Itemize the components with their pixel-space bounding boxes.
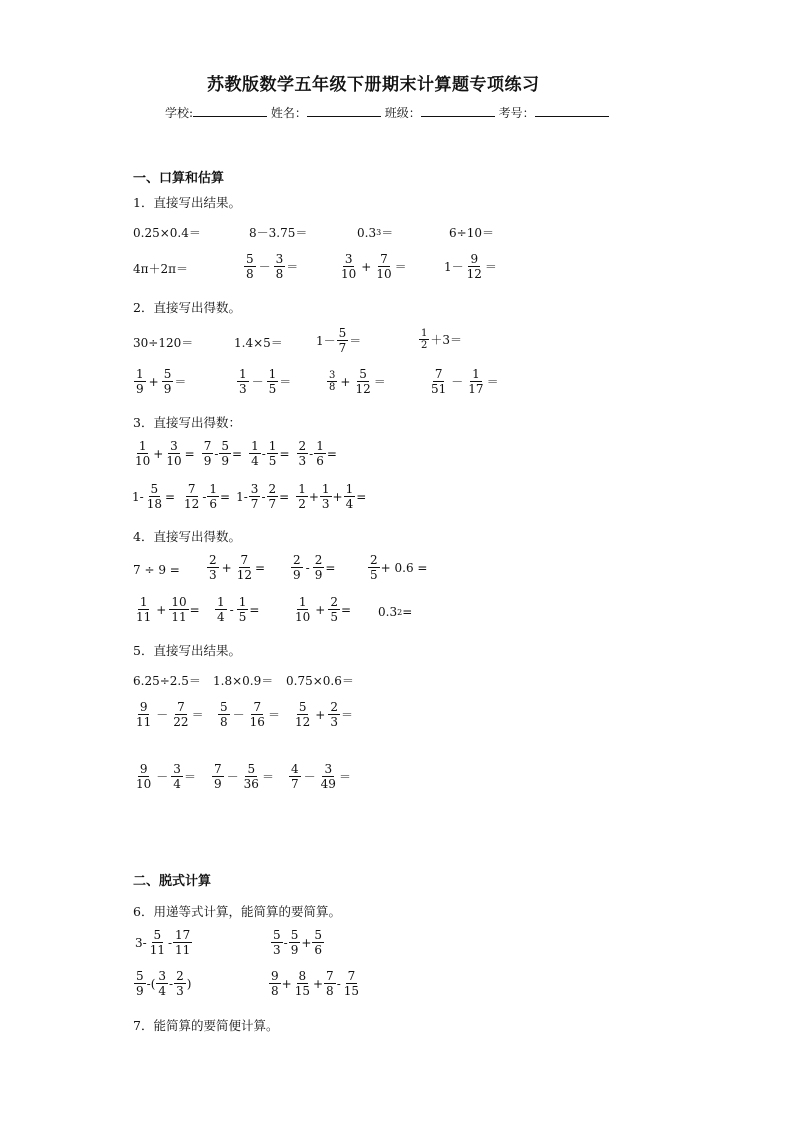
q1-expr-c: 0.3 3 ＝	[357, 225, 394, 240]
q1-expr-e: 4π＋2π＝	[133, 262, 189, 276]
question-6: 6．用递等式计算，能简算的要简算。	[133, 904, 341, 919]
question-7: 7．能简算的要简便计算。	[133, 1018, 279, 1033]
q5-expr-h: $\frac{7}{9}$ － $\frac{5}{36}$ ＝	[214, 762, 274, 791]
q2-expr-c: 1－ $\frac{5}{7}$ ＝	[316, 326, 362, 355]
q1-expr-h: 1－ $\frac{9}{12}$ ＝	[444, 252, 497, 281]
class-label: 班级：	[384, 106, 421, 120]
q5-expr-g: $\frac{9}{10}$ － $\frac{3}{4}$ ＝	[136, 762, 196, 791]
q4-expr-a: 7 ÷ 9 =	[133, 563, 180, 577]
q1-expr-f: $\frac{5}{8}$ － $\frac{3}{8}$ ＝	[246, 252, 299, 281]
q4-expr-d: $\frac{2}{5}$ + 0.6 =	[370, 553, 428, 582]
q3-row-1: $\frac{1}{10}$ + $\frac{3}{10}$ = $\frac{7}{9}$ - $\frac{5}{9}$ = $\frac{1}{4}$ - $\frac{1}{5}$ = $\frac{2}{3}$ - $\frac{1}{6}$ =	[135, 439, 337, 468]
q2-expr-f: $\frac{1}{3}$ － $\frac{1}{5}$ ＝	[239, 367, 292, 396]
q4-expr-b: $\frac{2}{3}$ + $\frac{7}{12}$ =	[209, 553, 266, 582]
section-2-title: 二、脱式计算	[133, 874, 212, 889]
q5-expr-f: $\frac{5}{12}$ + $\frac{2}{3}$ ＝	[295, 700, 353, 729]
section-1-title: 一、口算和估算	[133, 171, 225, 186]
q5-expr-a: 6.25÷2.5＝	[133, 674, 201, 688]
q6-expr-c: $\frac{5}{9}$ - ( $\frac{3}{4}$ - $\frac{2}{3}$ )	[136, 969, 192, 998]
q4-expr-h: 0.3 2 =	[378, 605, 413, 619]
q4-expr-c: $\frac{2}{9}$ - $\frac{2}{9}$ =	[293, 553, 336, 582]
page-title: 苏教版数学五年级下册期末计算题专项练习	[207, 75, 540, 95]
q4-expr-g: $\frac{1}{10}$ + $\frac{2}{5}$ =	[295, 595, 352, 624]
q5-expr-e: $\frac{5}{8}$ － $\frac{7}{16}$ ＝	[220, 700, 280, 729]
question-3: 3．直接写出得数：	[133, 415, 241, 430]
q1-expr-d: 6÷10＝	[449, 226, 494, 240]
q2-expr-e: $\frac{1}{9}$ + $\frac{5}{9}$ ＝	[136, 367, 187, 396]
question-4: 4．直接写出得数。	[133, 529, 241, 544]
school-label: 学校:	[165, 106, 194, 120]
q2-expr-b: 1.4×5＝	[234, 336, 283, 350]
q6-expr-b: $\frac{5}{3}$ - $\frac{5}{9}$ + $\frac{5}{6}$	[273, 928, 323, 957]
school-blank[interactable]	[193, 104, 267, 117]
q5-expr-b: 1.8×0.9＝	[213, 674, 274, 688]
q5-expr-i: $\frac{4}{7}$ － $\frac{3}{49}$ ＝	[291, 762, 351, 791]
q6-expr-d: $\frac{9}{8}$ + $\frac{8}{15}$ + $\frac{7}{8}$ - $\frac{7}{15}$	[271, 969, 360, 998]
student-info-line	[165, 104, 609, 121]
question-2: 2．直接写出得数。	[133, 300, 241, 315]
question-1: 1．直接写出结果。	[133, 195, 241, 210]
q6-expr-a: 3 - $\frac{5}{11}$ - $\frac{17}{11}$	[135, 928, 191, 957]
q1-expr-g: $\frac{3}{10}$ + $\frac{7}{10}$ ＝	[341, 252, 407, 281]
q1-expr-b: 8－3.75＝	[249, 226, 308, 240]
name-label: 姓名：	[270, 106, 307, 120]
name-blank[interactable]	[307, 104, 381, 117]
q5-expr-c: 0.75×0.6＝	[286, 674, 354, 688]
q1-expr-a: 0.25×0.4＝	[133, 226, 201, 240]
q5-expr-d: $\frac{9}{11}$ － $\frac{7}{22}$ ＝	[136, 700, 204, 729]
q4-expr-f: $\frac{1}{4}$ - $\frac{1}{5}$ =	[217, 595, 260, 624]
exam-no-label: 考号：	[498, 106, 535, 120]
q2-expr-h: $\frac{7}{51}$ － $\frac{1}{17}$ ＝	[431, 367, 499, 396]
q3-row-2: 1- $\frac{5}{18}$ = $\frac{7}{12}$ - $\frac{1}{6}$ = 1- $\frac{3}{7}$ - $\frac{2}{7}$ = $\frac{1}{2}$ + $\frac{1}{3}$ + $\frac{1}{4}$ =	[132, 482, 367, 511]
exam-no-blank[interactable]	[535, 104, 609, 117]
q2-expr-g: $\frac{3}{8}$ + $\frac{5}{12}$ ＝	[329, 367, 386, 396]
class-blank[interactable]	[421, 104, 495, 117]
q4-expr-e: $\frac{1}{11}$ + $\frac{10}{11}$ =	[136, 595, 200, 624]
q2-expr-d: $\frac{1}{2}$ ＋3＝	[421, 328, 463, 351]
question-5: 5．直接写出结果。	[133, 643, 241, 658]
q2-expr-a: 30÷120＝	[133, 336, 194, 350]
